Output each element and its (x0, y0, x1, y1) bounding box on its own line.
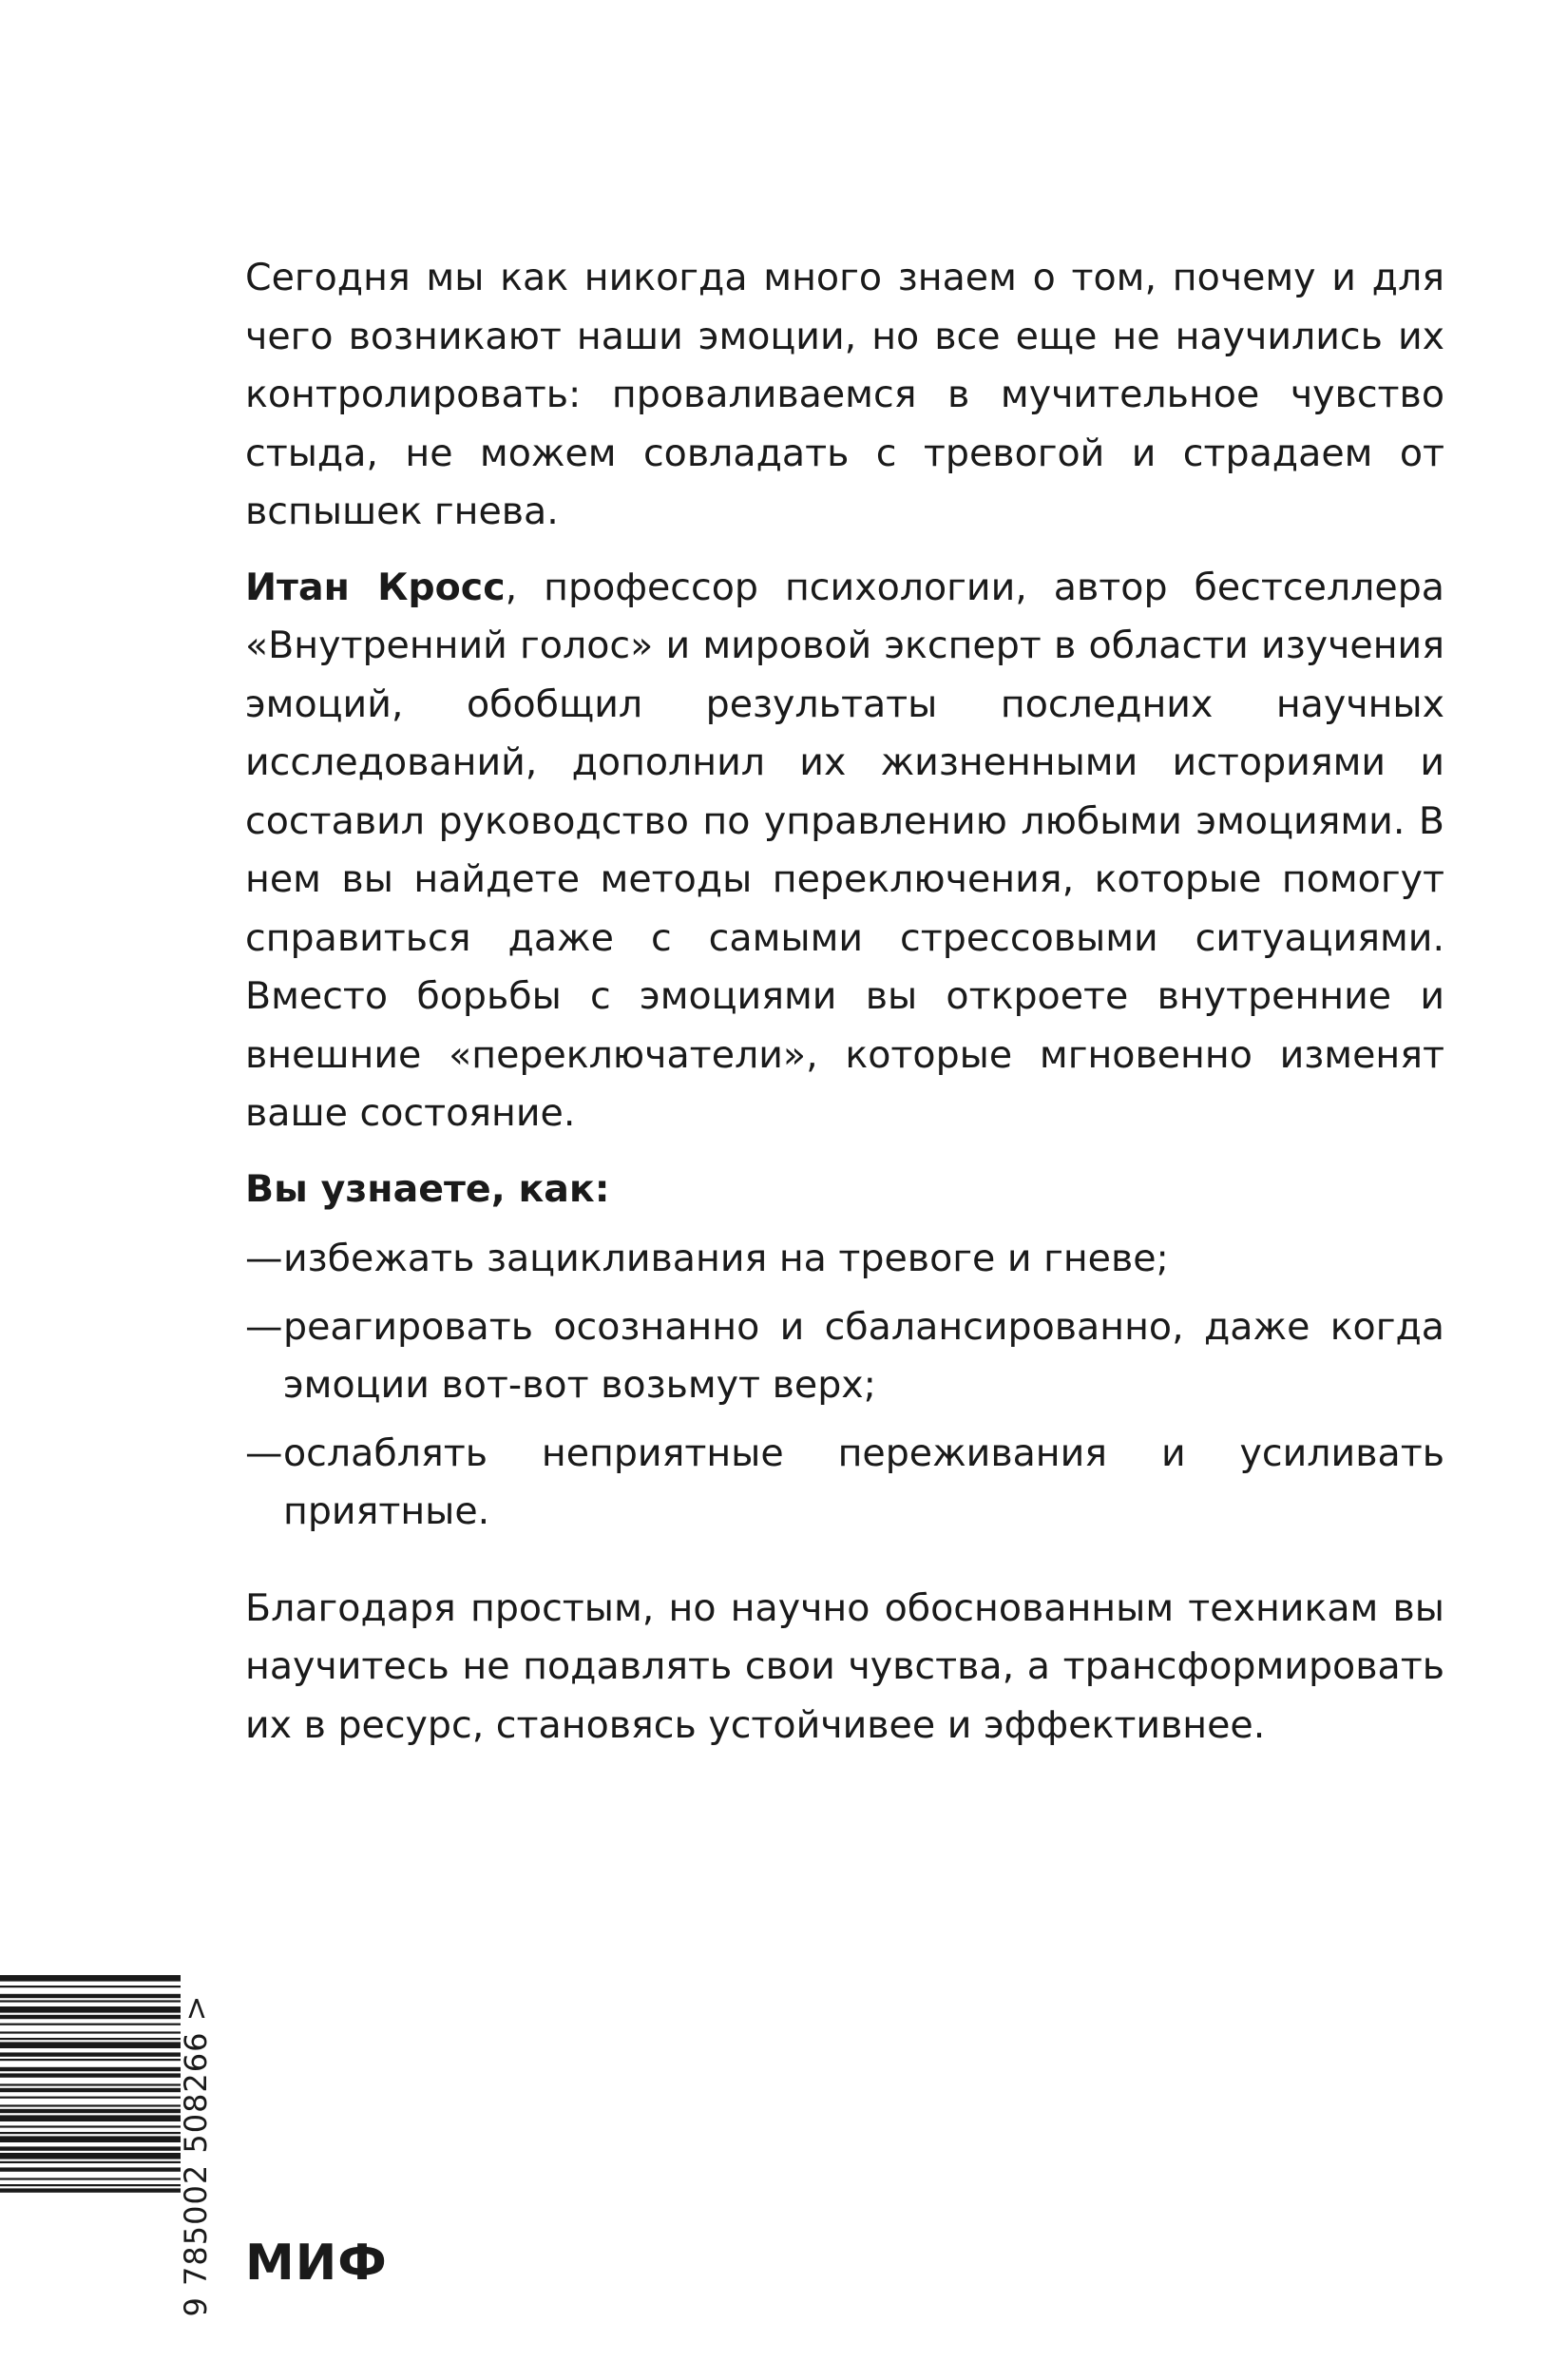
author-paragraph (245, 559, 1444, 1143)
author-description: , профессор психологии, автор бестселлера «Внутренний голос» и мировой эксперт в области изучения эмоций, обобщил результаты последних научных исследований, дополнил их жизненными историями и составил руководство по управлению любыми эмоциями. В нем вы найдете методы переключения, которые помогут справиться даже с самыми стрессовыми ситуациями. Вместо борьбы с эмоциями вы откроете внутренние и внешние «переключатели», которые мгновенно изменят ваше состояние. (245, 565, 1444, 1135)
list-dash: — (245, 1430, 283, 1475)
back-cover-text (245, 249, 1444, 1772)
learn-heading: Вы узнаете, как: (245, 1166, 610, 1211)
list-item-text: ослаблять неприятные переживания и усиливать приятные. (283, 1430, 1444, 1533)
barcode-number: 9 785002 508266 > (178, 1994, 214, 2317)
list-dash: — (245, 1237, 283, 1280)
list-item (245, 1298, 1444, 1415)
list-item-text: реагировать осознанно и сбалансированно, даже когда эмоции вот-вот возьмут верх; (283, 1304, 1444, 1407)
intro-paragraph: Сегодня мы как никогда много знаем о том, почему и для чего возникают наши эмоции, но все еще не научились их контролировать: проваливаемся в мучительное чувство стыда, не можем совладать с тревогой и страдаем от вспышек гнева. (245, 256, 1444, 533)
list-dash: — (245, 1304, 283, 1349)
barcode-digits (177, 1975, 215, 2336)
list-item (245, 1425, 1444, 1542)
author-name: Итан Кросс (245, 565, 506, 609)
closing-paragraph: Благодаря простым, но научно обоснованным техникам вы научитесь не подавлять свои чувства, а трансформировать их в ресурс, становясь устойчивее и эффективнее. (245, 1585, 1444, 1747)
list-item (245, 1230, 1444, 1289)
list-item-text: избежать зацикливания на тревоге и гневе; (283, 1237, 1169, 1280)
publisher-logo (245, 2236, 388, 2291)
publisher-logo-text: МИФ (245, 2235, 388, 2292)
barcode-icon (0, 1975, 181, 2336)
